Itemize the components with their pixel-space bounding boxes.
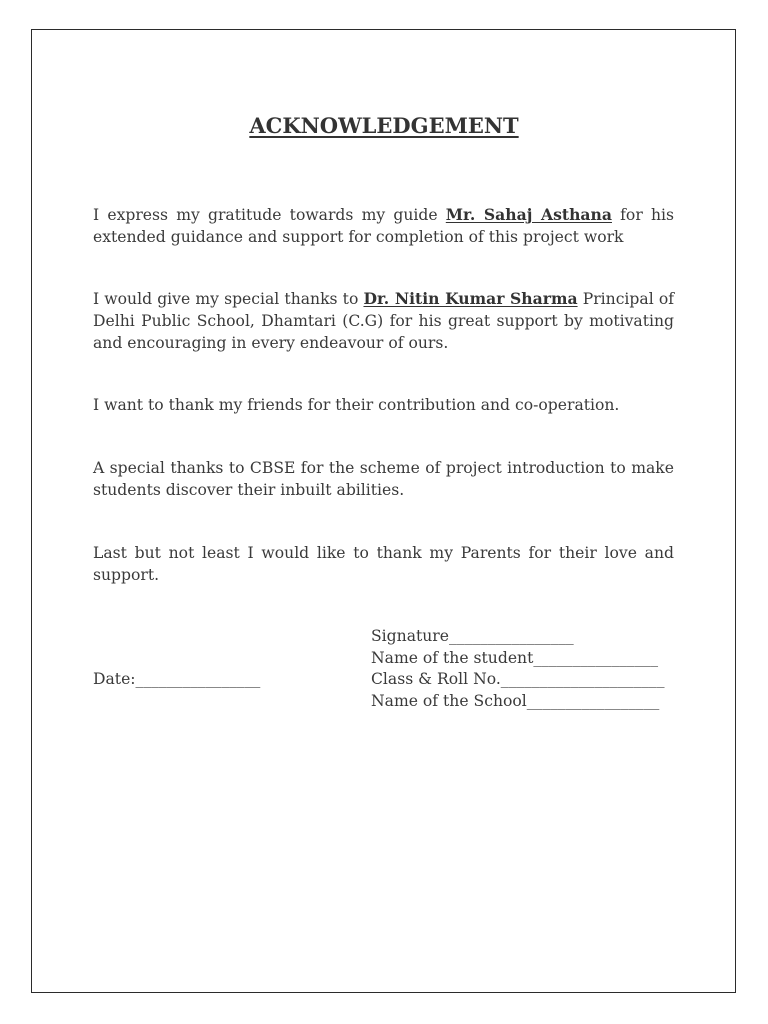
paragraph-text: Principal of Delhi Public School, Dhamtari (C.G) for his great support by motivating and encouraging in every endeavour of ours. bbox=[93, 290, 674, 352]
student-name-line: Name of the student________________ bbox=[371, 648, 659, 667]
paragraph-friends-thanks: I want to thank my friends for their contribution and co-operation. bbox=[93, 396, 620, 414]
guide-name: Mr. Sahaj Asthana bbox=[445, 205, 612, 224]
paragraph-cbse-thanks: A special thanks to CBSE for the scheme of project introduction to make students discover their inbuilt abilities. bbox=[93, 459, 674, 499]
page-border bbox=[31, 29, 736, 993]
signature-block bbox=[371, 626, 665, 712]
signature-line: Signature________________ bbox=[371, 627, 574, 645]
paragraph-guide-gratitude bbox=[93, 204, 674, 248]
document-title: ACKNOWLEDGEMENT bbox=[249, 113, 519, 138]
paragraph-text: I express my gratitude towards my guide bbox=[93, 206, 446, 224]
school-name-line: Name of the School_________________ bbox=[371, 691, 660, 710]
paragraph-text: I would give my special thanks to bbox=[93, 290, 364, 308]
date-line: Date:________________ bbox=[93, 670, 261, 688]
paragraph-parents-thanks: Last but not least I would like to thank my Parents for their love and support. bbox=[93, 544, 674, 584]
paragraph-text: for his extended guidance and support for completion of this project work bbox=[93, 206, 674, 246]
paragraph-principal-thanks bbox=[93, 288, 674, 354]
principal-name: Dr. Nitin Kumar Sharma bbox=[363, 289, 578, 308]
class-roll-line: Class & Roll No._____________________ bbox=[371, 670, 665, 688]
